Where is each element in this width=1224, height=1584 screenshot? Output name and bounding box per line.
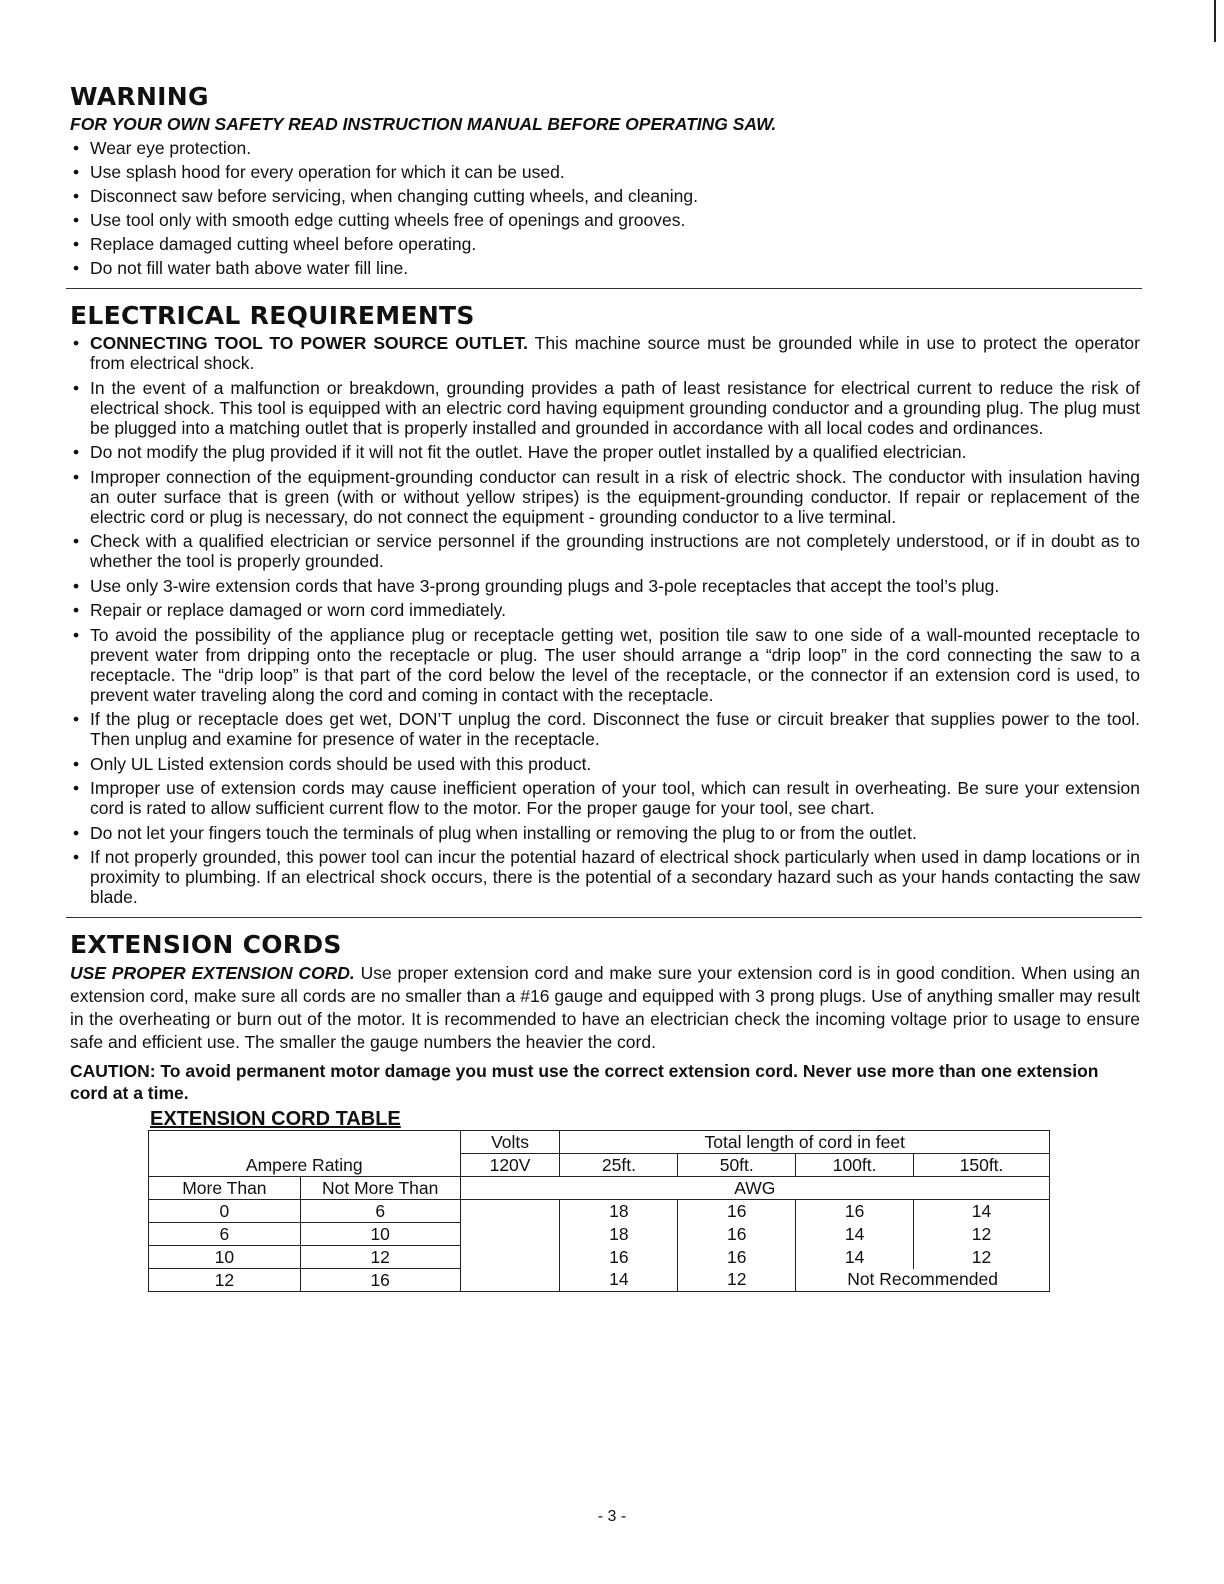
more-than-cell: 10 — [149, 1246, 301, 1269]
gauge-cell: 16 — [678, 1223, 796, 1246]
list-item: • Use tool only with smooth edge cutting wheels free of openings and grooves. — [70, 210, 1140, 230]
connecting-tool-bold: CONNECTING TOOL TO POWER SOURCE OUTLET. — [90, 333, 529, 353]
list-item: • Use splash hood for every operation for which it can be used. — [70, 162, 1140, 182]
list-item: • Repair or replace damaged or worn cord immediately. — [70, 600, 1140, 620]
more-than-cell: 12 — [149, 1269, 301, 1292]
more-than-cell: 0 — [149, 1200, 301, 1223]
length-50-header: 50ft. — [678, 1154, 796, 1177]
gauge-cell: 12 — [678, 1269, 796, 1292]
page-edge-line — [1214, 0, 1216, 42]
list-item: • Only UL Listed extension cords should be used with this product. — [70, 754, 1140, 774]
manual-page — [70, 82, 1140, 1292]
table-row — [149, 1246, 1050, 1269]
not-more-than-cell: 16 — [300, 1269, 460, 1292]
extension-heading: EXTENSION CORDS — [70, 930, 342, 959]
more-than-header: More Than — [149, 1177, 301, 1200]
list-item — [70, 333, 1140, 373]
extension-cord-table — [148, 1130, 1050, 1292]
electrical-heading: ELECTRICAL REQUIREMENTS — [70, 301, 475, 330]
not-more-than-cell: 6 — [300, 1200, 460, 1223]
connecting-tool-text: This machine source must be grounded while in use to protect the operator from electrical shock. — [90, 333, 1140, 373]
length-150-header: 150ft. — [914, 1154, 1050, 1177]
table-header-row — [149, 1177, 1050, 1200]
list-item: • Do not let your fingers touch the terminals of plug when installing or removing the plug to or from the outlet. — [70, 823, 1140, 843]
section-divider — [66, 288, 1142, 289]
list-item: • Do not modify the plug provided if it will not fit the outlet. Have the proper outlet installed by a qualified electrician. — [70, 442, 1140, 462]
list-item: • Improper connection of the equipment-grounding conductor can result in a risk of electric shock. The conductor with insulation having an outer surface that is green (with or without yellow stripes) is the equipment-grounding conductor. If repair or replacement of the electric cord or plug is necessary, do not connect the equipment - grounding conductor to a live terminal. — [70, 467, 1140, 527]
table-row — [149, 1269, 1050, 1292]
total-length-header: Total length of cord in feet — [560, 1131, 1050, 1154]
volts-header: Volts — [460, 1131, 560, 1154]
length-100-header: 100ft. — [796, 1154, 914, 1177]
list-item: • If not properly grounded, this power tool can incur the potential hazard of electrical shock particularly when used in damp locations or in proximity to plumbing. If an electrical shock occurs, there is the potential of a secondary hazard such as your hands contacting the saw blade. — [70, 847, 1140, 907]
gauge-cell: 18 — [560, 1223, 678, 1246]
gauge-cell: 12 — [914, 1246, 1050, 1269]
length-25-header: 25ft. — [560, 1154, 678, 1177]
list-item: • Improper use of extension cords may cause inefficient operation of your tool, which can result in overheating. Be sure your extension cord is rated to allow sufficient current flow to the motor. For the proper gauge for your tool, see chart. — [70, 778, 1140, 818]
not-more-than-cell: 10 — [300, 1223, 460, 1246]
gauge-cell: 16 — [560, 1246, 678, 1269]
more-than-cell: 6 — [149, 1223, 301, 1246]
extension-intro-bold: USE PROPER EXTENSION CORD. — [70, 963, 355, 983]
table-header-row — [149, 1131, 1050, 1154]
blank-volts-cell — [460, 1200, 560, 1292]
not-more-than-header: Not More Than — [300, 1177, 460, 1200]
list-item: • Wear eye protection. — [70, 138, 1140, 158]
list-item: • Disconnect saw before servicing, when changing cutting wheels, and cleaning. — [70, 186, 1140, 206]
list-item: • Do not fill water bath above water fill line. — [70, 258, 1140, 278]
list-item: • In the event of a malfunction or breakdown, grounding provides a path of least resistance for electrical current to reduce the risk of electrical shock. This tool is equipped with an electric cord having equipment grounding conductor and a grounding plug. The plug must be plugged into a matching outlet that is properly installed and grounded in accordance with all local codes and ordinances. — [70, 378, 1140, 438]
warning-list — [70, 138, 1140, 278]
list-item: • If the plug or receptacle does get wet, DON’T unplug the cord. Disconnect the fuse or circuit breaker that supplies power to the tool. Then unplug and examine for presence of water in the receptacle. — [70, 709, 1140, 749]
gauge-cell: 16 — [678, 1200, 796, 1223]
extension-intro-text: Use proper extension cord and make sure your extension cord is in good condition. When using an extension cord, make sure all cords are no smaller than a #16 gauge and equipped with 3 prong plugs. Use of anything smaller may result in the overheating or burn out of the motor. It is recommended to have an electrician check the incoming voltage prior to usage to ensure safe and efficient use. The smaller the gauge numbers the heavier the cord. — [70, 963, 1140, 1052]
list-item: • To avoid the possibility of the appliance plug or receptacle getting wet, position tile saw to one side of a wall-mounted receptacle to prevent water from dripping onto the receptacle or plug. The user should arrange a “drip loop” in the cord connecting the saw to a receptacle. The “drip loop” is that part of the cord below the level of the receptacle, or the connector if an extension cord is used, to prevent water traveling along the cord and coming in contact with the receptacle. — [70, 625, 1140, 705]
table-title: EXTENSION CORD TABLE — [150, 1108, 401, 1130]
gauge-cell: 16 — [678, 1246, 796, 1269]
gauge-cell: 14 — [796, 1246, 914, 1269]
not-more-than-cell: 12 — [300, 1246, 460, 1269]
gauge-cell: 14 — [796, 1223, 914, 1246]
gauge-cell: 14 — [914, 1200, 1050, 1223]
list-item: • Use only 3-wire extension cords that have 3-prong grounding plugs and 3-pole receptacles that accept the tool’s plug. — [70, 576, 1140, 596]
not-recommended-cell: Not Recommended — [796, 1269, 1050, 1292]
extension-intro — [70, 962, 1140, 1054]
warning-heading: WARNING — [70, 82, 209, 111]
warning-subtitle: FOR YOUR OWN SAFETY READ INSTRUCTION MANUAL BEFORE OPERATING SAW. — [70, 114, 777, 134]
gauge-cell: 16 — [796, 1200, 914, 1223]
gauge-cell: 14 — [560, 1269, 678, 1292]
caution-note: CAUTION: To avoid permanent motor damage you must use the correct extension cord. Never use more than one extension cord at a time. — [70, 1061, 1099, 1103]
table-row — [149, 1200, 1050, 1223]
gauge-cell: 18 — [560, 1200, 678, 1223]
electrical-list — [70, 333, 1140, 907]
volts-value: 120V — [460, 1154, 560, 1177]
section-divider — [66, 917, 1142, 918]
gauge-cell: 12 — [914, 1223, 1050, 1246]
ampere-rating-header: Ampere Rating — [149, 1131, 461, 1177]
list-item: • Replace damaged cutting wheel before operating. — [70, 234, 1140, 254]
list-item: • Check with a qualified electrician or service personnel if the grounding instructions are not completely understood, or if in doubt as to whether the tool is properly grounded. — [70, 531, 1140, 571]
page-number: - 3 - — [597, 1508, 627, 1525]
awg-header: AWG — [460, 1177, 1049, 1200]
table-row — [149, 1223, 1050, 1246]
